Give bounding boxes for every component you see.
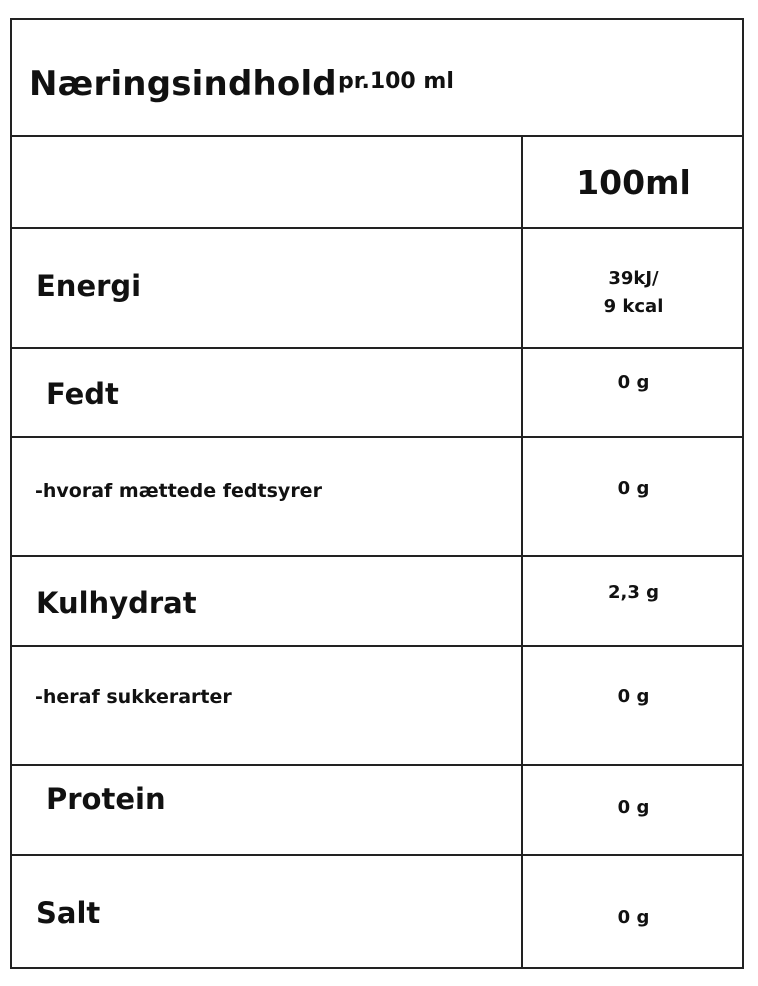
row-label-sukkerarter: -heraf sukkerarter (35, 686, 232, 708)
column-divider (521, 137, 523, 967)
row-value-kulhydrat: 2,3 g (607, 582, 660, 603)
row-value-maettede-fedtsyrer: 0 g (617, 478, 650, 499)
table-header-row (12, 137, 742, 229)
title-bar (12, 20, 742, 137)
row-value-fedt: 0 g (617, 372, 650, 393)
table-row (12, 349, 742, 438)
row-label-kulhydrat: Kulhydrat (36, 586, 197, 620)
row-label-energi: Energi (36, 269, 142, 303)
table-row (12, 766, 742, 856)
table-row (12, 856, 742, 971)
row-label-fedt: Fedt (46, 377, 119, 411)
row-value-energi (523, 265, 744, 321)
row-value-salt: 0 g (617, 907, 650, 928)
energy-kcal: 9 kcal (603, 296, 664, 317)
nutrition-label (10, 18, 744, 969)
table-row (12, 647, 742, 766)
row-label-maettede-fedtsyrer: -hvoraf mættede fedtsyrer (35, 480, 322, 502)
energy-kj: 39kJ/ (608, 268, 659, 289)
row-value-sukkerarter: 0 g (617, 686, 650, 707)
label-title: Næringsindhold (29, 64, 337, 104)
table-row (12, 438, 742, 557)
table-row (12, 557, 742, 647)
column-header: 100ml (576, 163, 691, 202)
label-subtitle: pr.100 ml (338, 69, 454, 94)
row-label-protein: Protein (46, 782, 166, 816)
row-label-salt: Salt (36, 896, 101, 930)
row-value-protein: 0 g (617, 797, 650, 818)
table-row (12, 229, 742, 349)
